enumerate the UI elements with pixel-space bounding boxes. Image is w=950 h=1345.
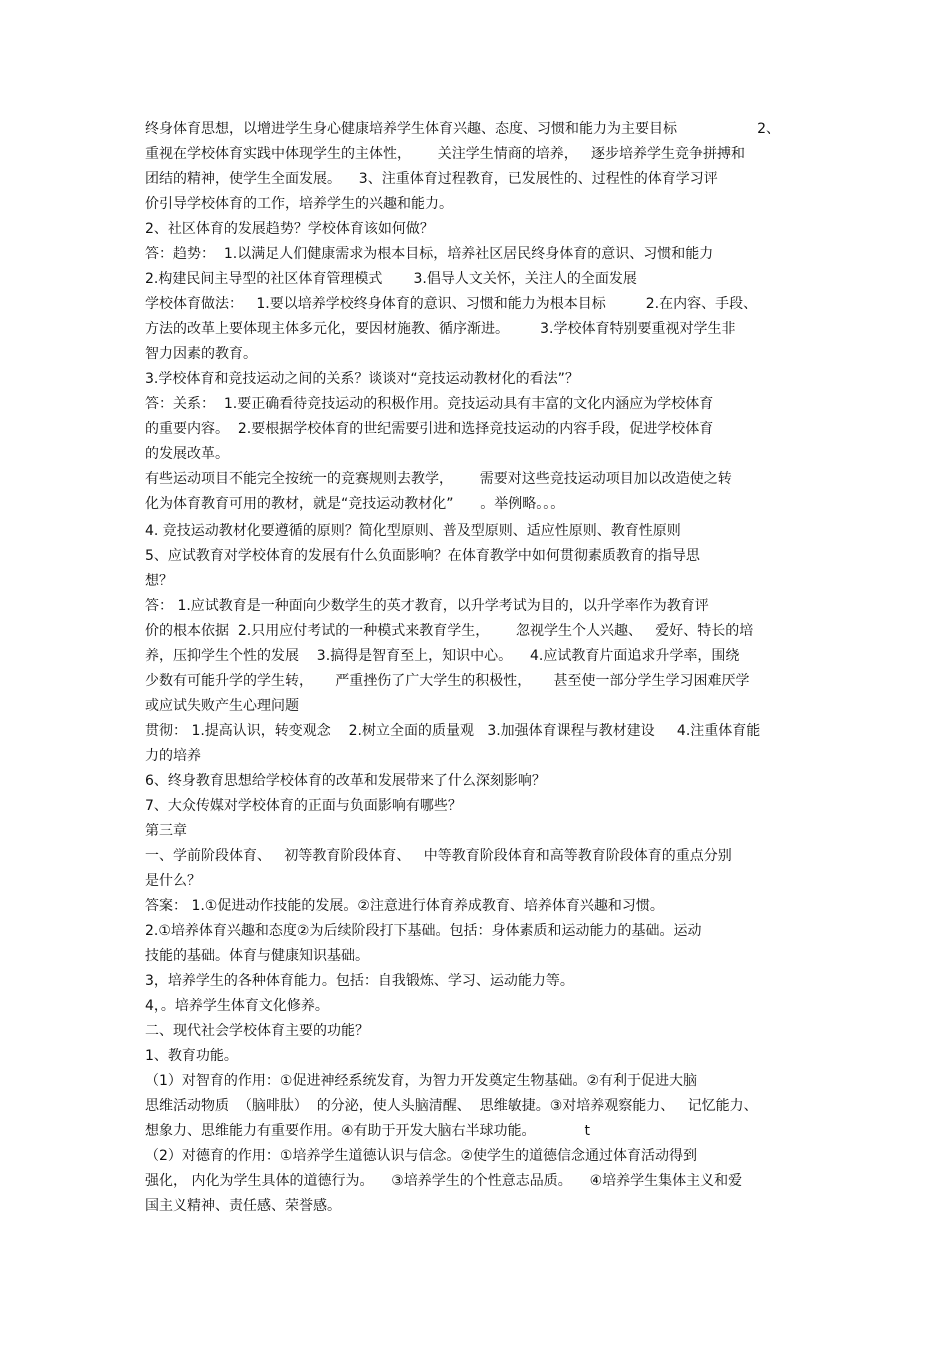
text-line: 4，。培养学生体育文化修养。 bbox=[145, 998, 329, 1014]
text-line: 有些运动项目不能完全按统一的竞赛规则去教学， 需要对这些竞技运动项目加以改造使之转 bbox=[145, 471, 732, 487]
text-line: 智力因素的教育。 bbox=[145, 346, 257, 362]
text-line: 6、终身教育思想给学校体育的改革和发展带来了什么深刻影响？ bbox=[145, 773, 546, 789]
text-line: 价引导学校体育的工作，培养学生的兴趣和能力。 bbox=[145, 196, 453, 212]
text-line: 学校体育做法： 1.要以培养学校终身体育的意识、习惯和能力为根本目标 2.在内容、手段、 bbox=[145, 296, 758, 312]
text-line: 技能的基础。体育与健康知识基础。 bbox=[145, 948, 369, 964]
text-line: 强化， 内化为学生具体的道德行为。 ③培养学生的个性意志品质。 ④培养学生集体主义和爱 bbox=[145, 1173, 743, 1189]
text-line: 答： 1.应试教育是一种面向少数学生的英才教育，以升学考试为目的，以升学率作为教育评 bbox=[145, 598, 709, 614]
text-line: 1、教育功能。 bbox=[145, 1048, 238, 1064]
text-line: 第三章 bbox=[145, 823, 187, 839]
text-line: 想象力、思维能力有重要作用。④有助于开发大脑右半球功能。 t bbox=[145, 1123, 590, 1139]
text-line: 方法的改革上要体现主体多元化，要因材施教、循序渐进。 3.学校体育特别要重视对学生非 bbox=[145, 321, 736, 337]
text-line: 终身体育思想，以增进学生身心健康培养学生体育兴趣、态度、习惯和能力为主要目标 2、 bbox=[145, 121, 781, 137]
text-line: 2.构建民间主导型的社区体育管理模式 3.倡导人文关怀，关注人的全面发展 bbox=[145, 271, 637, 287]
text-line: 5、应试教育对学校体育的发展有什么负面影响？在体育教学中如何贯彻素质教育的指导思 bbox=[145, 548, 700, 564]
text-line: 3.学校体育和竞技运动之间的关系？谈谈对“竞技运动教材化的看法”？ bbox=[145, 371, 579, 387]
text-line: 少数有可能升学的学生转， 严重挫伤了广大学生的积极性， 甚至使一部分学生学习困难厌学 bbox=[145, 673, 750, 689]
text-line: 力的培养 bbox=[145, 748, 201, 764]
text-line: 是什么？ bbox=[145, 873, 201, 889]
text-line: 思维活动物质 （脑啡肽） 的分泌，使人头脑清醒、 思维敏捷。③对培养观察能力、 记忆能力、 bbox=[145, 1098, 758, 1114]
text-line: 团结的精神，使学生全面发展。 3、注重体育过程教育，已发展性的、过程性的体育学习评 bbox=[145, 171, 718, 187]
text-line: 2、社区体育的发展趋势？学校体育该如何做？ bbox=[145, 221, 434, 237]
text-line: 国主义精神、责任感、荣誉感。 bbox=[145, 1198, 341, 1214]
text-line: 或应试失败产生心理问题 bbox=[145, 698, 299, 714]
text-line: （2）对德育的作用：①培养学生道德认识与信念。②使学生的道德信念通过体育活动得到 bbox=[145, 1148, 698, 1164]
text-line: 答：趋势： 1.以满足人们健康需求为根本目标，培养社区居民终身体育的意识、习惯和能力 bbox=[145, 246, 714, 262]
text-line: 3，培养学生的各种体育能力。包括：自我锻炼、学习、运动能力等。 bbox=[145, 973, 574, 989]
text-line: 贯彻： 1.提高认识，转变观念 2.树立全面的质量观 3.加强体育课程与教材建设 4.注重体育能 bbox=[145, 723, 761, 739]
text-line: 的发展改革。 bbox=[145, 446, 229, 462]
text-line: 7、大众传媒对学校体育的正面与负面影响有哪些？ bbox=[145, 798, 462, 814]
text-line: 一、学前阶段体育、 初等教育阶段体育、 中等教育阶段体育和高等教育阶段体育的重点分别 bbox=[145, 848, 732, 864]
text-line: 答案： 1.①促进动作技能的发展。②注意进行体育养成教育、培养体育兴趣和习惯。 bbox=[145, 898, 664, 914]
text-line: 答：关系： 1.要正确看待竞技运动的积极作用。竞技运动具有丰富的文化内涵应为学校体育 bbox=[145, 396, 714, 412]
text-line: 二、现代社会学校体育主要的功能？ bbox=[145, 1023, 369, 1039]
text-line: 4. 竞技运动教材化要遵循的原则？简化型原则、普及型原则、适应性原则、教育性原则 bbox=[145, 523, 681, 539]
text-line: （1）对智育的作用：①促进神经系统发育，为智力开发奠定生物基础。②有利于促进大脑 bbox=[145, 1073, 698, 1089]
text-line: 重视在学校体育实践中体现学生的主体性， 关注学生情商的培养， 逐步培养学生竞争拼搏和 bbox=[145, 146, 746, 162]
text-line: 2.①培养体育兴趣和态度②为后续阶段打下基础。包括：身体素质和运动能力的基础。运动 bbox=[145, 923, 702, 939]
text-line: 想？ bbox=[145, 573, 173, 589]
text-line: 养，压抑学生个性的发展 3.搞得是智育至上，知识中心。 4.应试教育片面追求升学率，围绕 bbox=[145, 648, 740, 664]
text-line: 价的根本依据 2.只用应付考试的一种模式来教育学生， 忽视学生个人兴趣、 爱好、特长的培 bbox=[145, 623, 754, 639]
text-line: 化为体育教育可用的教材，就是“竞技运动教材化” 。举例略。。。 bbox=[145, 496, 565, 512]
text-line: 的重要内容。 2.要根据学校体育的世纪需要引进和选择竞技运动的内容手段，促进学校体育 bbox=[145, 421, 714, 437]
